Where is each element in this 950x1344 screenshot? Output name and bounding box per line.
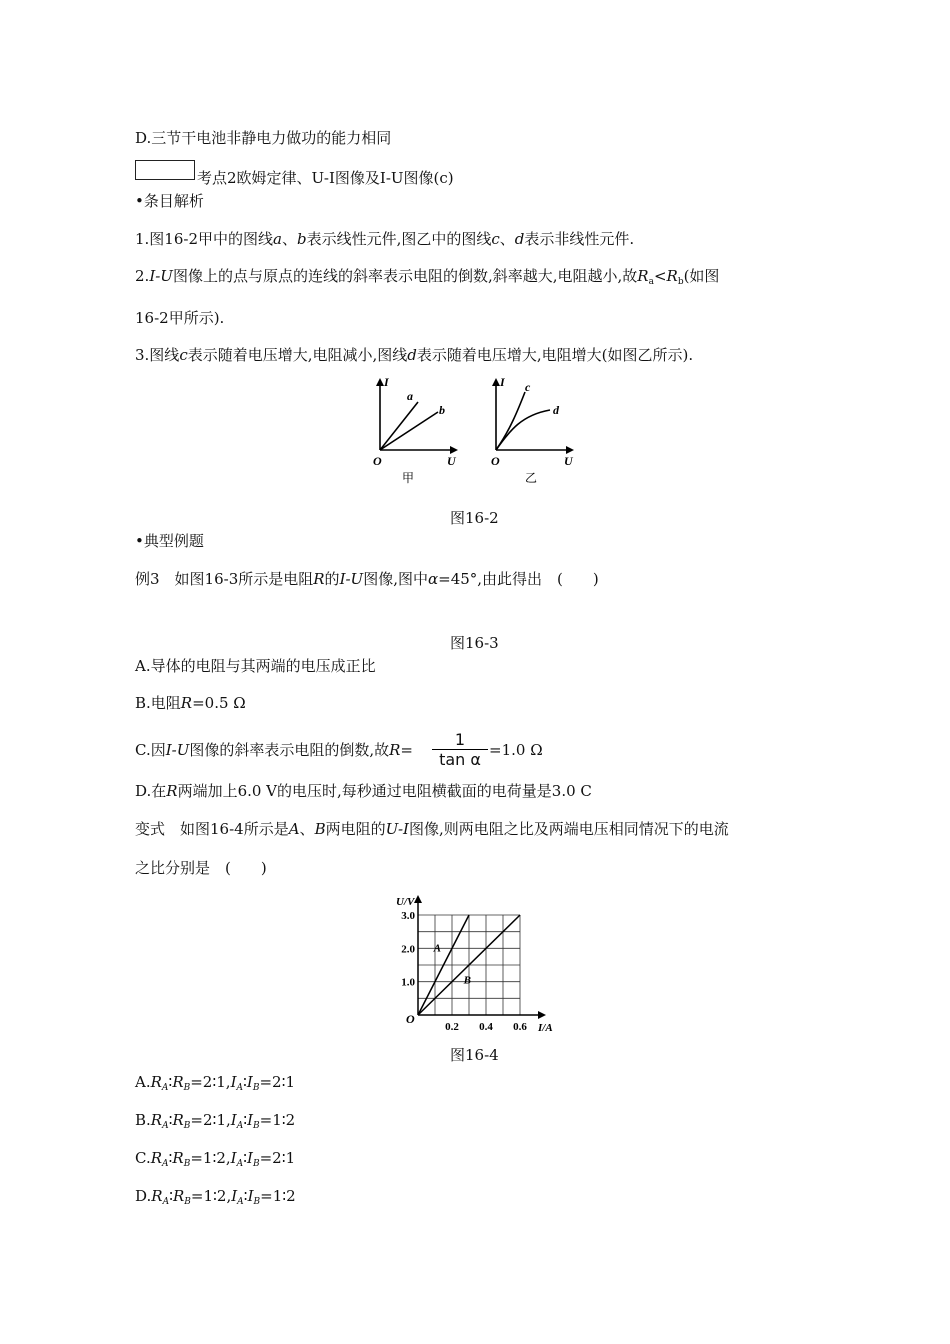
x-tick-label: 0.4	[479, 1021, 493, 1033]
x-axis-label: I/A	[538, 1022, 553, 1034]
origin-label: O	[406, 1012, 415, 1026]
option-d: D.在R两端加上6.0 V的电压时,每秒通过电阻横截面的电荷量是3.0 C	[135, 782, 592, 800]
fig2-label-u2: U	[564, 454, 573, 468]
y-axis-arrow	[414, 895, 422, 903]
paragraph-3: 3.图线c表示随着电压增大,电阻减小,图线d表示随着电压增大,电阻增大(如图乙所示).	[135, 346, 694, 364]
fig2-label-i: I	[384, 375, 389, 389]
figure-caption-16-3: 图16-3	[450, 634, 499, 652]
option-c-fraction: 1 tan α	[432, 730, 488, 769]
paragraph-1: 1.图16-2甲中的图线a、b表示线性元件,图乙中的图线c、d表示非线性元件.	[135, 230, 635, 248]
example-3: 例3 如图16-3所示是电阻R的I-U图像,图中α=45°,由此得出 ( )	[135, 570, 599, 588]
option-a: A.导体的电阻与其两端的电压成正比	[135, 657, 376, 675]
x-tick-label: 0.2	[445, 1021, 459, 1033]
section-heading: •条目解析	[135, 192, 204, 210]
variant-question-cont: 之比分别是 ( )	[135, 859, 267, 877]
figure-caption-16-2: 图16-2	[450, 509, 499, 527]
fig2-label-d: d	[553, 403, 559, 417]
fig2-label-o: O	[373, 454, 382, 468]
answer-option-c: $C.R_A∶R_B=1∶2,I_A∶I_B=2∶1$	[135, 1149, 296, 1169]
answer-option-b: $B.R_A∶R_B=2∶1,I_A∶I_B=1∶2$	[135, 1111, 296, 1131]
figure-16-2	[360, 370, 590, 490]
y-tick-label: 2.0	[401, 943, 415, 956]
y-axis-label: U/V	[396, 896, 415, 908]
series-label-b: B	[463, 974, 471, 987]
answer-option-a: $A.R_A∶R_B=2∶1,I_A∶I_B=2∶1$	[135, 1073, 296, 1093]
option-c-result: =1.0 Ω	[489, 741, 543, 759]
y-tick-label: 3.0	[401, 910, 415, 922]
prev-option-d: D.三节干电池非静电力做功的能力相同	[135, 129, 392, 147]
fig2-label-u: U	[447, 454, 456, 468]
fig2-label-o2: O	[491, 454, 500, 468]
variant-question: 变式 如图16-4所示是A、B两电阻的U-I图像,则两电阻之比及两端电压相同情况下的电流	[135, 820, 729, 838]
fig2-caption-jia: 甲	[402, 471, 415, 485]
fig2-label-i2: I	[500, 375, 505, 389]
answer-option-d: $D.R_A∶R_B=1∶2,I_A∶I_B=1∶2$	[135, 1187, 296, 1207]
figure-caption-16-4: 图16-4	[450, 1046, 499, 1064]
option-b: B.电阻R=0.5 Ω	[135, 694, 246, 712]
fig2-label-b: b	[439, 403, 445, 417]
section-heading-examples: •典型例题	[135, 532, 204, 550]
topic-heading: 考点2欧姆定律、U-I图像及I-U图像(c)	[197, 169, 454, 187]
x-tick-label: 0.6	[513, 1021, 527, 1033]
x-axis-arrow	[538, 1011, 546, 1019]
fig2-label-c: c	[525, 380, 531, 394]
figure-16-4-chart	[390, 885, 570, 1035]
paragraph-2-cont: 16-2甲所示).	[135, 309, 225, 327]
fig2-label-a: a	[407, 389, 413, 403]
paragraph-2: 2.I-U图像上的点与原点的连线的斜率表示电阻的倒数,斜率越大,电阻越小,故$R_a<R_b$(如图	[135, 267, 720, 287]
fig2-caption-yi: 乙	[525, 471, 538, 485]
y-tick-label: 1.0	[401, 976, 415, 989]
topic-box	[135, 160, 195, 180]
series-label-a: A	[433, 942, 441, 955]
option-c: C.因I-U图像的斜率表示电阻的倒数,故R=	[135, 741, 414, 759]
